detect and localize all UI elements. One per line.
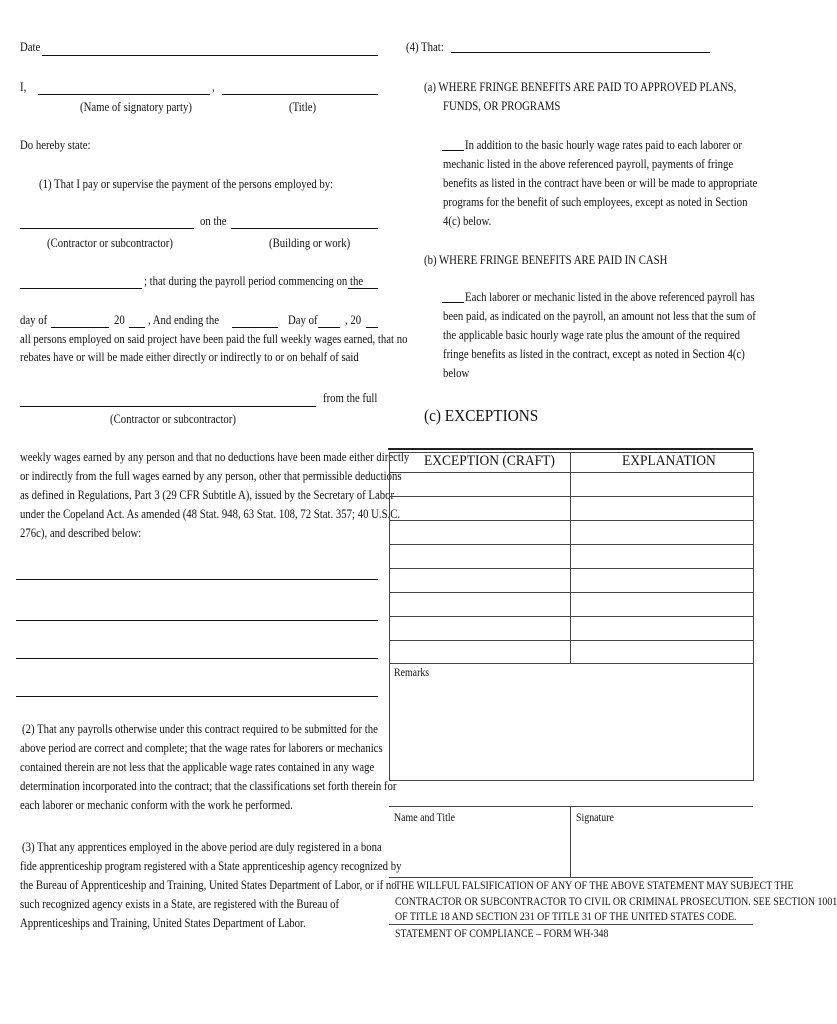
description-line-1[interactable]: [16, 579, 378, 580]
table-row[interactable]: [389, 496, 753, 497]
date-label: Date: [20, 40, 41, 54]
col-header-exception: EXCEPTION (CRAFT): [424, 453, 555, 469]
clause-3-line: the Bureau of Apprenticeship and Training, United States Department of Labor, or if no: [20, 878, 397, 892]
section-b-line: fringe benefits as listed in the contract, except as noted in Section 4(c): [443, 347, 745, 361]
section-a-line: mechanic listed in the above referenced payroll, payments of fringe: [443, 157, 734, 171]
end-day-field[interactable]: [232, 327, 278, 328]
section-b-line: Each laborer or mechanic listed in the above referenced payroll has: [465, 290, 755, 304]
section-b-line: been paid, as indicated on the payroll, an amount not less that the sum of: [443, 309, 756, 323]
signatory-name-field[interactable]: [38, 94, 210, 95]
form-id: STATEMENT OF COMPLIANCE – FORM WH-348: [395, 928, 609, 940]
clause-2-line: each laborer or mechanic conform with the work he performed.: [20, 798, 293, 812]
table-frame: [389, 452, 754, 664]
from-the-full: from the full: [323, 391, 378, 405]
clause-3-line: (3) That any apprentices employed in the above period are duly registered in a bona: [22, 840, 382, 854]
start-month-field[interactable]: [51, 327, 109, 328]
section-a-line: In addition to the basic hourly wage rates paid to each laborer or: [465, 138, 743, 152]
clause-2-line: contained therein are not less that the applicable wage rates contained in any wage: [20, 760, 375, 774]
payroll-period-text: ; that during the payroll period commencing on the: [144, 274, 364, 288]
clause-3-line: Apprenticeships and Training, United States Department of Labor.: [20, 916, 306, 930]
section-a-line: programs for the benefit of such employees, except as noted in Section: [443, 195, 748, 209]
table-row[interactable]: [389, 568, 753, 569]
start-year-field[interactable]: [129, 327, 145, 328]
all-persons-line-2: rebates have or will be made either directly or indirectly to or on behalf of said: [20, 350, 359, 364]
year-prefix-1: 20: [114, 313, 125, 327]
comma: ,: [212, 80, 215, 94]
signature-label: Signature: [576, 812, 614, 824]
day-of-label-1: day of: [20, 313, 48, 327]
remarks-label: Remarks: [394, 667, 430, 679]
title-caption: (Title): [289, 100, 317, 114]
table-row[interactable]: [389, 616, 753, 617]
contractor-caption-2: (Contractor or subcontractor): [110, 412, 236, 426]
section-b-heading: (b) WHERE FRINGE BENEFITS ARE PAID IN CASH: [424, 253, 668, 267]
end-year-field[interactable]: [366, 327, 378, 328]
table-row[interactable]: [389, 592, 753, 593]
section-b-line: below: [443, 366, 470, 380]
section-a-check[interactable]: [442, 150, 464, 151]
name-caption: (Name of signatory party): [80, 100, 192, 114]
section-b-line: the applicable basic hourly wage rate plus the amount of the required: [443, 328, 741, 342]
day-of-label-2: Day of: [288, 313, 318, 327]
do-hereby-state: Do hereby state:: [20, 138, 91, 152]
i-label: I,: [20, 80, 27, 94]
clause-2-line: above period are correct and complete; that the wage rates for laborers or mechanics: [20, 741, 383, 755]
table-row[interactable]: [389, 544, 753, 545]
clause-2-line: (2) That any payrolls otherwise under this contract required to be submitted for the: [22, 722, 378, 736]
signature-divider: [570, 806, 571, 878]
section-a-line: benefits as listed in the contract have been or will be made to appropriate: [443, 176, 758, 190]
col-header-explanation: EXPLANATION: [622, 453, 716, 469]
warning-line: CONTRACTOR OR SUBCONTRACTOR TO CIVIL OR CRIMINAL PROSECUTION. SEE SECTION 1001: [395, 896, 837, 908]
clause-3-line: fide apprenticeship program registered with a State apprenticeship agency recognized by: [20, 859, 402, 873]
weekly-line: or indirectly from the full wages earned by any person, other that permissible deductions: [20, 469, 402, 483]
contractor-field-3[interactable]: [20, 406, 316, 407]
weekly-line: under the Copeland Act. As amended (48 Stat. 948, 63 Stat. 108, 72 Stat. 357; 40 U.S.C.: [20, 507, 401, 521]
that-field[interactable]: [451, 52, 710, 53]
weekly-line: weekly wages earned by any person and that no deductions have been made either directly: [20, 450, 410, 464]
remarks-box[interactable]: [389, 662, 754, 781]
section-c-heading: (c) EXCEPTIONS: [424, 406, 539, 425]
that-label: (4) That:: [406, 40, 444, 54]
date-field[interactable]: [42, 55, 378, 56]
description-line-4[interactable]: [16, 696, 378, 697]
warning-line: OF TITLE 18 AND SECTION 231 OF TITLE 31 OF THE UNITED STATES CODE.: [395, 911, 737, 923]
table-top-rule: [388, 448, 753, 450]
name-and-title-field[interactable]: [392, 825, 568, 875]
description-line-3[interactable]: [16, 658, 378, 659]
section-b-check[interactable]: [442, 302, 464, 303]
table-row[interactable]: [389, 640, 753, 641]
contractor-field-2[interactable]: [20, 288, 142, 289]
description-line-2[interactable]: [16, 620, 378, 621]
weekly-line: 276c), and described below:: [20, 526, 142, 540]
and-ending-label: , And ending the: [148, 313, 220, 327]
section-a-heading-2: FUNDS, OR PROGRAMS: [443, 99, 561, 113]
contractor-caption: (Contractor or subcontractor): [47, 236, 173, 250]
clause-2-line: determination incorporated into the contract; that the classifications set forth therein for: [20, 779, 397, 793]
signature-field[interactable]: [573, 825, 751, 875]
warning-line: THE WILLFUL FALSIFICATION OF ANY OF THE ABOVE STATEMENT MAY SUBJECT THE: [395, 880, 794, 892]
on-the-label: on the: [200, 214, 227, 228]
year-prefix-2: , 20: [345, 313, 362, 327]
table-row[interactable]: [389, 472, 753, 473]
contractor-field[interactable]: [20, 228, 194, 229]
commencing-day-field[interactable]: [348, 288, 378, 289]
clause-1: (1) That I pay or supervise the payment of the persons employed by:: [39, 177, 334, 191]
building-field[interactable]: [231, 228, 378, 229]
name-and-title-label: Name and Title: [394, 812, 455, 824]
building-caption: (Building or work): [269, 236, 351, 250]
signatory-title-field[interactable]: [222, 94, 378, 95]
end-month-field[interactable]: [318, 327, 340, 328]
table-row[interactable]: [389, 520, 753, 521]
section-a-heading-1: (a) WHERE FRINGE BENEFITS ARE PAID TO APPROVED PLANS,: [424, 80, 737, 94]
section-a-line: 4(c) below.: [443, 214, 492, 228]
table-col-divider: [570, 452, 571, 663]
all-persons-line-1: all persons employed on said project have been paid the full weekly wages earned, that no: [20, 332, 408, 346]
weekly-line: as defined in Regulations, Part 3 (29 CFR Subtitle A), issued by the Secretary of Labor: [20, 488, 395, 502]
signature-top-rule: [389, 806, 753, 807]
clause-3-line: such recognized agency exists in a State, are registered with the Bureau of: [20, 897, 340, 911]
